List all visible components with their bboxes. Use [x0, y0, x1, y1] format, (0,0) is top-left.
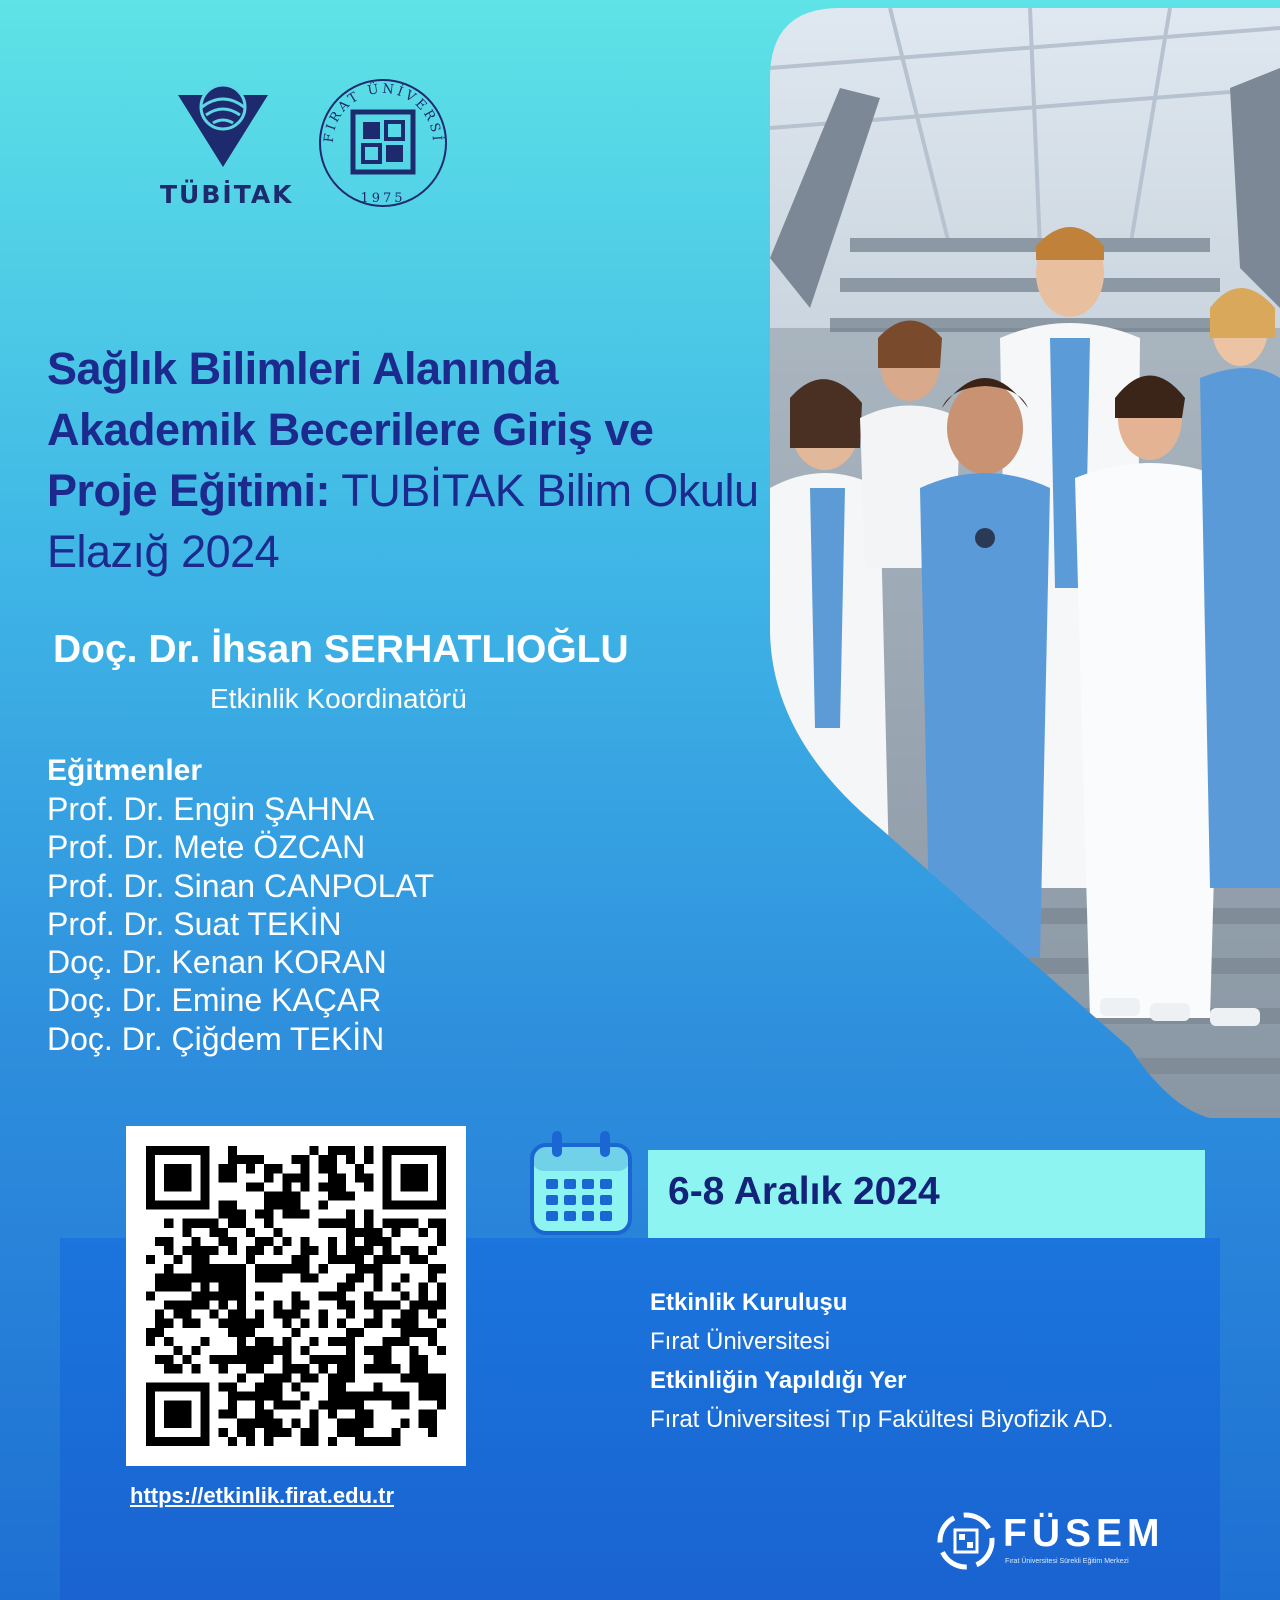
- instructor-item: Prof. Dr. Mete ÖZCAN: [47, 829, 366, 866]
- event-title-bold: Sağlık Bilimleri Alanında Akademik Becerilere Giriş ve Proje Eğitimi:: [47, 343, 654, 516]
- fusem-wordmark: FÜSEM: [1003, 1512, 1165, 1555]
- qr-code-icon: [146, 1146, 446, 1446]
- fusem-emblem-icon: [937, 1512, 995, 1570]
- medical-staff-photo: [770, 8, 1280, 1118]
- firat-year: 1975: [360, 191, 406, 206]
- organizer-label: Etkinlik Kuruluşu: [650, 1289, 848, 1316]
- tubitak-logo: [160, 75, 294, 215]
- coordinator-role: Etkinlik Koordinatörü: [210, 683, 467, 714]
- instructors-section: [47, 752, 434, 1058]
- instructor-item: Prof. Dr. Engin ŞAHNA: [47, 791, 375, 827]
- instructors-heading: Eğitmenler: [47, 754, 203, 787]
- instructor-item: Doç. Dr. Emine KAÇAR: [47, 982, 382, 1019]
- instructor-item: Prof. Dr. Suat TEKİN: [47, 905, 342, 942]
- instructor-item: Prof. Dr. Sinan CANPOLAT: [47, 867, 435, 904]
- instructor-item: Doç. Dr. Çiğdem TEKİN: [47, 1020, 385, 1057]
- firat-seal-icon: [318, 68, 448, 218]
- instructors-list: [47, 790, 434, 1058]
- fusem-logo: [937, 1512, 1197, 1572]
- organizer-value: Fırat Üniversitesi: [650, 1328, 831, 1355]
- venue-label: Etkinliğin Yapıldığı Yer: [650, 1367, 907, 1394]
- qr-code[interactable]: [126, 1126, 466, 1466]
- event-url-link[interactable]: https://etkinlik.firat.edu.tr: [130, 1483, 395, 1508]
- coordinator-name: Doç. Dr. İhsan SERHATLIOĞLU: [53, 628, 629, 671]
- event-date: 6-8 Aralık 2024: [668, 1170, 940, 1213]
- fusem-subtitle: Fırat Üniversitesi Sürekli Eğitim Merkezi: [1005, 1558, 1129, 1565]
- venue-value: Fırat Üniversitesi Tıp Fakültesi Biyofizik AD.: [650, 1406, 1114, 1433]
- event-date-box: [648, 1150, 1205, 1238]
- firat-university-seal: [318, 68, 448, 218]
- event-title: [47, 338, 767, 582]
- event-info: [650, 1283, 1114, 1439]
- tubitak-wordmark: TÜBİTAK: [160, 180, 294, 209]
- instructor-item: Doç. Dr. Kenan KORAN: [47, 944, 387, 981]
- tubitak-emblem-icon: [178, 75, 268, 170]
- event-title-light: TUBİTAK Bilim Okulu Elazığ 2024: [47, 465, 759, 577]
- firat-ring-text: FIRAT ÜNİVERSİ: [321, 81, 445, 145]
- calendar-icon: [528, 1127, 634, 1237]
